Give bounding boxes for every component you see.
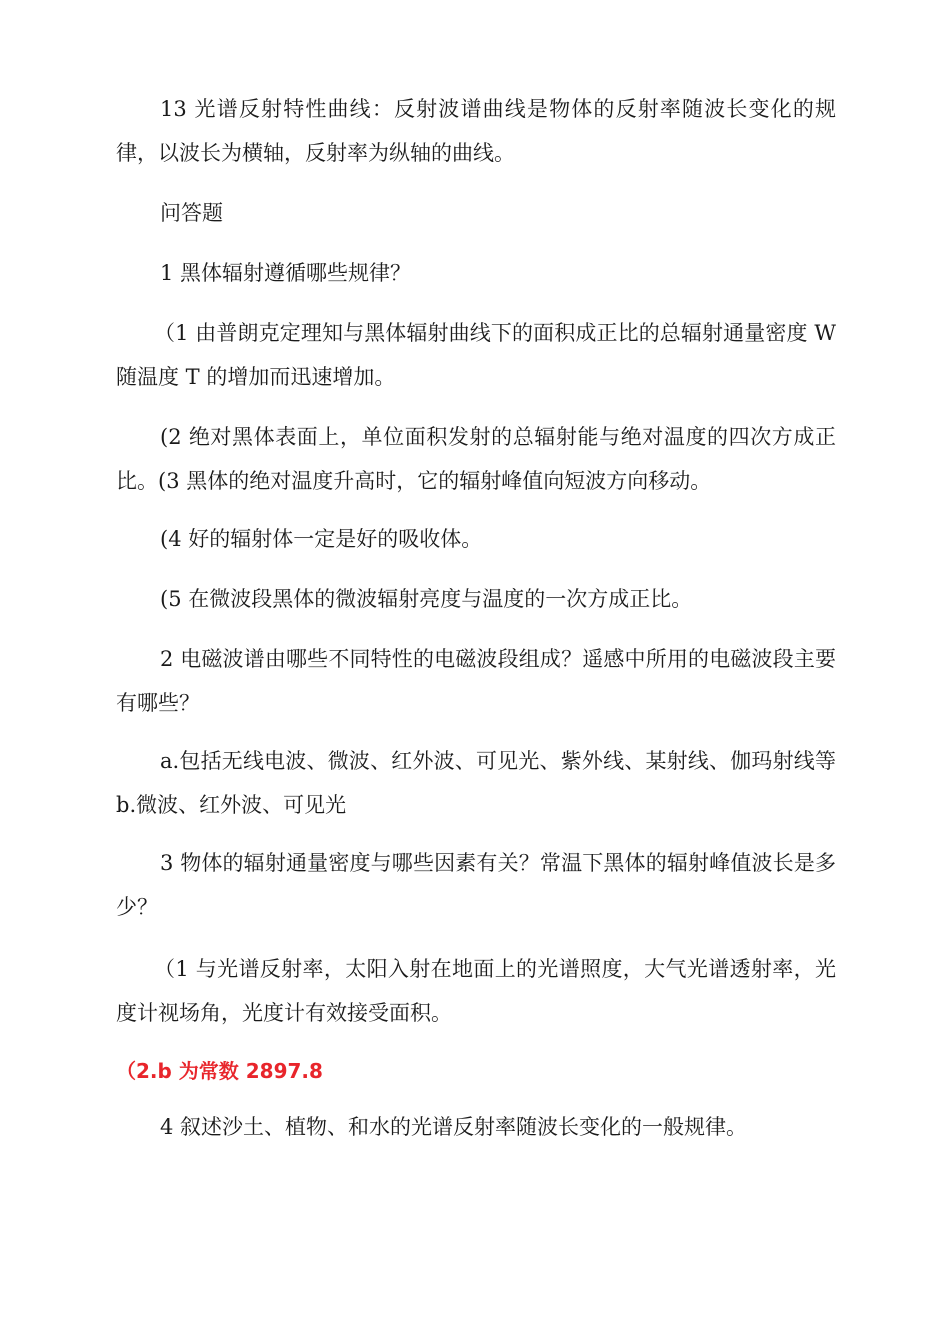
question-3: 3 物体的辐射通量密度与哪些因素有关？常温下黑体的辐射峰值波长是多少？ [116, 851, 836, 919]
answer-3-item-2-highlight: （2.b 为常数 2897.8 [116, 1059, 323, 1083]
answer-1-item-4: (4 好的辐射体一定是好的吸收体。 [160, 527, 483, 551]
question-4: 4 叙述沙土、植物、和水的光谱反射率随波长变化的一般规律。 [160, 1115, 748, 1139]
answer-1-item-2-3: (2 绝对黑体表面上，单位面积发射的总辐射能与绝对温度的四次方成正比。(3 黑体的绝对温度升高时，它的辐射峰值向短波方向移动。 [116, 425, 836, 493]
section-heading-qa: 问答题 [160, 201, 223, 225]
question-1: 1 黑体辐射遵循哪些规律？ [160, 261, 412, 285]
answer-2: a.包括无线电波、微波、红外波、可见光、紫外线、某射线、伽玛射线等 b.微波、红外波、可见光 [116, 749, 836, 817]
paragraph-spectral-curve-definition: 13 光谱反射特性曲线：反射波谱曲线是物体的反射率随波长变化的规律，以波长为横轴，反射率为纵轴的曲线。 [116, 97, 836, 165]
answer-3-item-1: （1 与光谱反射率，太阳入射在地面上的光谱照度，大气光谱透射率，光度计视场角，光度计有效接受面积。 [116, 957, 836, 1025]
answer-1-item-1: （1 由普朗克定理知与黑体辐射曲线下的面积成正比的总辐射通量密度 W 随温度 T 的增加而迅速增加。 [116, 321, 836, 389]
answer-1-item-5: (5 在微波段黑体的微波辐射亮度与温度的一次方成正比。 [160, 587, 693, 611]
question-2: 2 电磁波谱由哪些不同特性的电磁波段组成？遥感中所用的电磁波段主要有哪些？ [116, 647, 836, 715]
